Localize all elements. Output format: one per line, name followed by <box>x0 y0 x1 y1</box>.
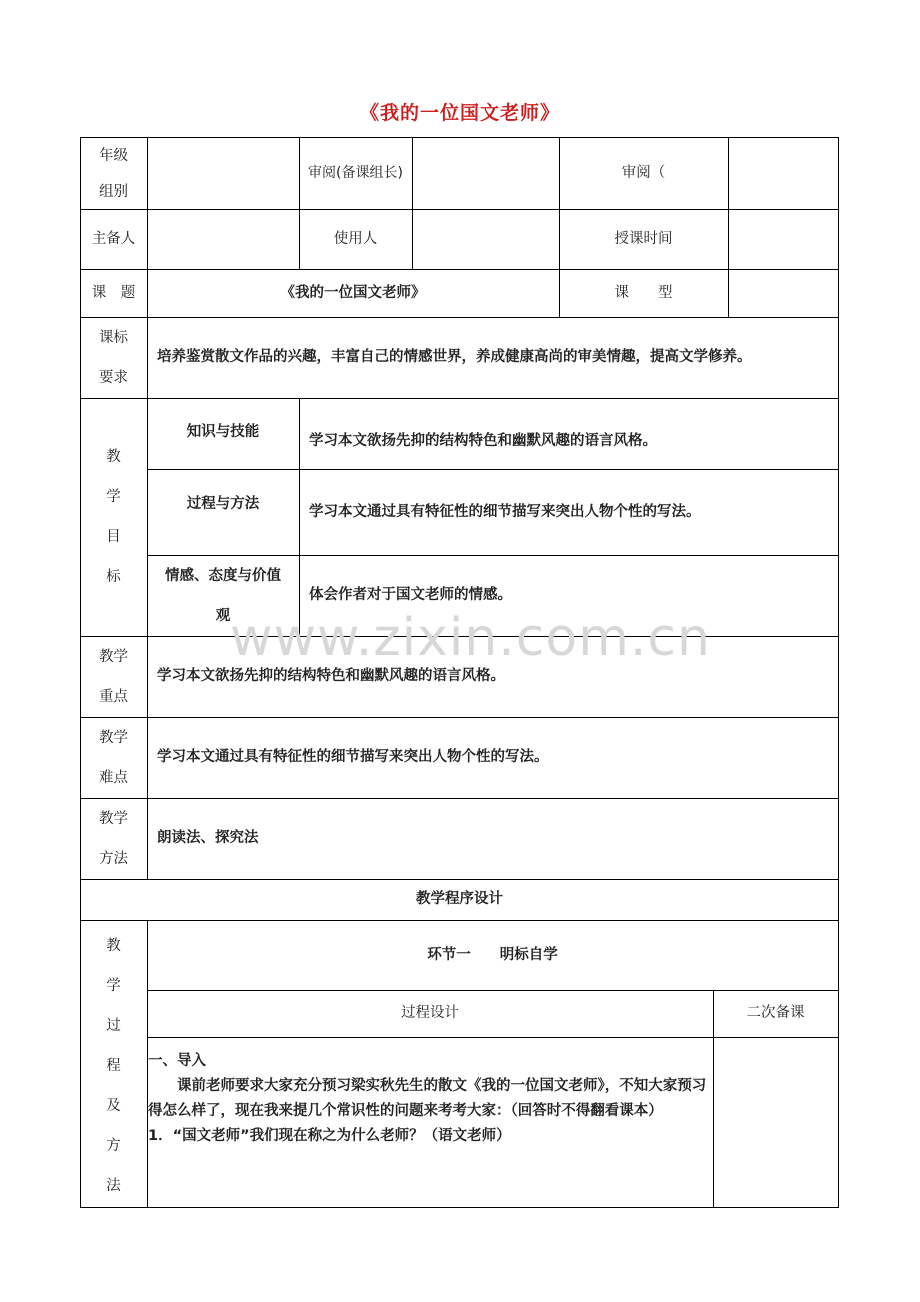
stage-title: 环节一 明标自学 <box>427 946 558 963</box>
process-design-header: 过程设计 <box>401 1005 459 1021</box>
grade-group-label <box>80 137 147 209</box>
knowledge-skills-label: 知识与技能 <box>186 424 260 440</box>
label-line: 重点 <box>99 688 128 705</box>
teaching-process-label <box>80 920 147 1207</box>
label-line: 教学 <box>99 648 128 665</box>
curriculum-standard-label <box>80 317 147 398</box>
label-char: 学 <box>106 978 121 994</box>
teaching-difficulty-label <box>80 717 147 798</box>
label-char: 及 <box>106 1098 121 1114</box>
topic-label: 课 题 <box>91 284 136 301</box>
group-label: 组别 <box>99 184 128 200</box>
topic-value: 《我的一位国文老师》 <box>280 284 426 301</box>
table-border-bottom <box>80 1207 839 1208</box>
preparer-label: 主备人 <box>91 230 136 247</box>
process-design-content <box>148 1049 708 1149</box>
curriculum-standard-value: 培养鉴赏散文作品的兴趣，丰富自己的情感世界，养成健康高尚的审美情趣，提高文学修养。 <box>157 349 752 365</box>
teaching-difficulty-value: 学习本文通过具有特征性的细节描写来突出人物个性的写法。 <box>157 749 549 765</box>
intro-paragraph: 课前老师要求大家充分预习梁实秋先生的散文《我的一位国文老师》，不知大家预习得怎么样了，现在我来提几个常识性的问题来考考大家：（回答时不得翻看课本） <box>148 1078 707 1119</box>
label-char: 过 <box>106 1018 121 1034</box>
intro-heading: 一、导入 <box>148 1053 206 1069</box>
program-design-title: 教学程序设计 <box>416 891 503 907</box>
knowledge-skills-value: 学习本文欲扬先抑的结构特色和幽默风趣的语言风格。 <box>309 433 657 449</box>
grade-group-value[interactable] <box>147 137 299 209</box>
label-char: 教 <box>106 449 121 465</box>
teaching-focus-value: 学习本文欲扬先抑的结构特色和幽默风趣的语言风格。 <box>157 668 505 684</box>
process-method-value: 学习本文通过具有特征性的细节描写来突出人物个性的写法。 <box>309 503 701 520</box>
teach-time-label: 授课时间 <box>614 230 673 247</box>
label-char: 学 <box>106 489 121 505</box>
emotion-attitude-values-value: 体会作者对于国文老师的情感。 <box>309 587 512 603</box>
question-1: 1．“国文老师”我们现在称之为什么老师？（语文老师） <box>148 1128 511 1144</box>
user-label: 使用人 <box>333 230 378 247</box>
label-line: 观 <box>215 607 231 624</box>
review-group-leader-label: 审阅(备课组长) <box>308 164 403 181</box>
label-line: 难点 <box>99 769 128 786</box>
label-line: 教学 <box>99 810 128 827</box>
table-border-right <box>838 137 839 1208</box>
lesson-plan-table <box>80 137 839 1208</box>
lesson-type-label: 课 型 <box>614 284 673 301</box>
label-char: 程 <box>106 1058 121 1074</box>
label-char: 教 <box>106 938 121 954</box>
label-line: 方法 <box>99 850 128 867</box>
preparer-value[interactable] <box>147 209 299 269</box>
watermark: www.zixin.com.cn <box>230 608 711 668</box>
teach-time-value[interactable] <box>728 209 838 269</box>
review-group-leader-value[interactable] <box>412 137 559 209</box>
review-label: 审阅（ <box>621 164 666 181</box>
label-char: 标 <box>106 569 121 585</box>
secondary-preparation-notes[interactable] <box>713 1037 838 1207</box>
label-char: 方 <box>106 1138 121 1154</box>
user-value[interactable] <box>412 209 559 269</box>
label-char: 目 <box>106 529 121 545</box>
teaching-focus-label <box>80 636 147 717</box>
grade-label: 年级 <box>99 148 128 164</box>
document-title: 《我的一位国文老师》 <box>359 102 560 124</box>
teaching-method-value: 朗读法、探究法 <box>157 830 259 846</box>
label-line: 情感、态度与价值 <box>165 567 281 584</box>
secondary-preparation-header: 二次备课 <box>746 1005 805 1021</box>
process-method-label: 过程与方法 <box>186 495 260 512</box>
label-line: 课标 <box>99 329 128 346</box>
teaching-goals-label <box>80 398 147 636</box>
label-line: 要求 <box>99 369 128 386</box>
teaching-method-label <box>80 798 147 879</box>
label-line: 教学 <box>99 729 128 746</box>
label-char: 法 <box>106 1178 121 1194</box>
lesson-type-value[interactable] <box>728 269 838 317</box>
review-value[interactable] <box>728 137 838 209</box>
